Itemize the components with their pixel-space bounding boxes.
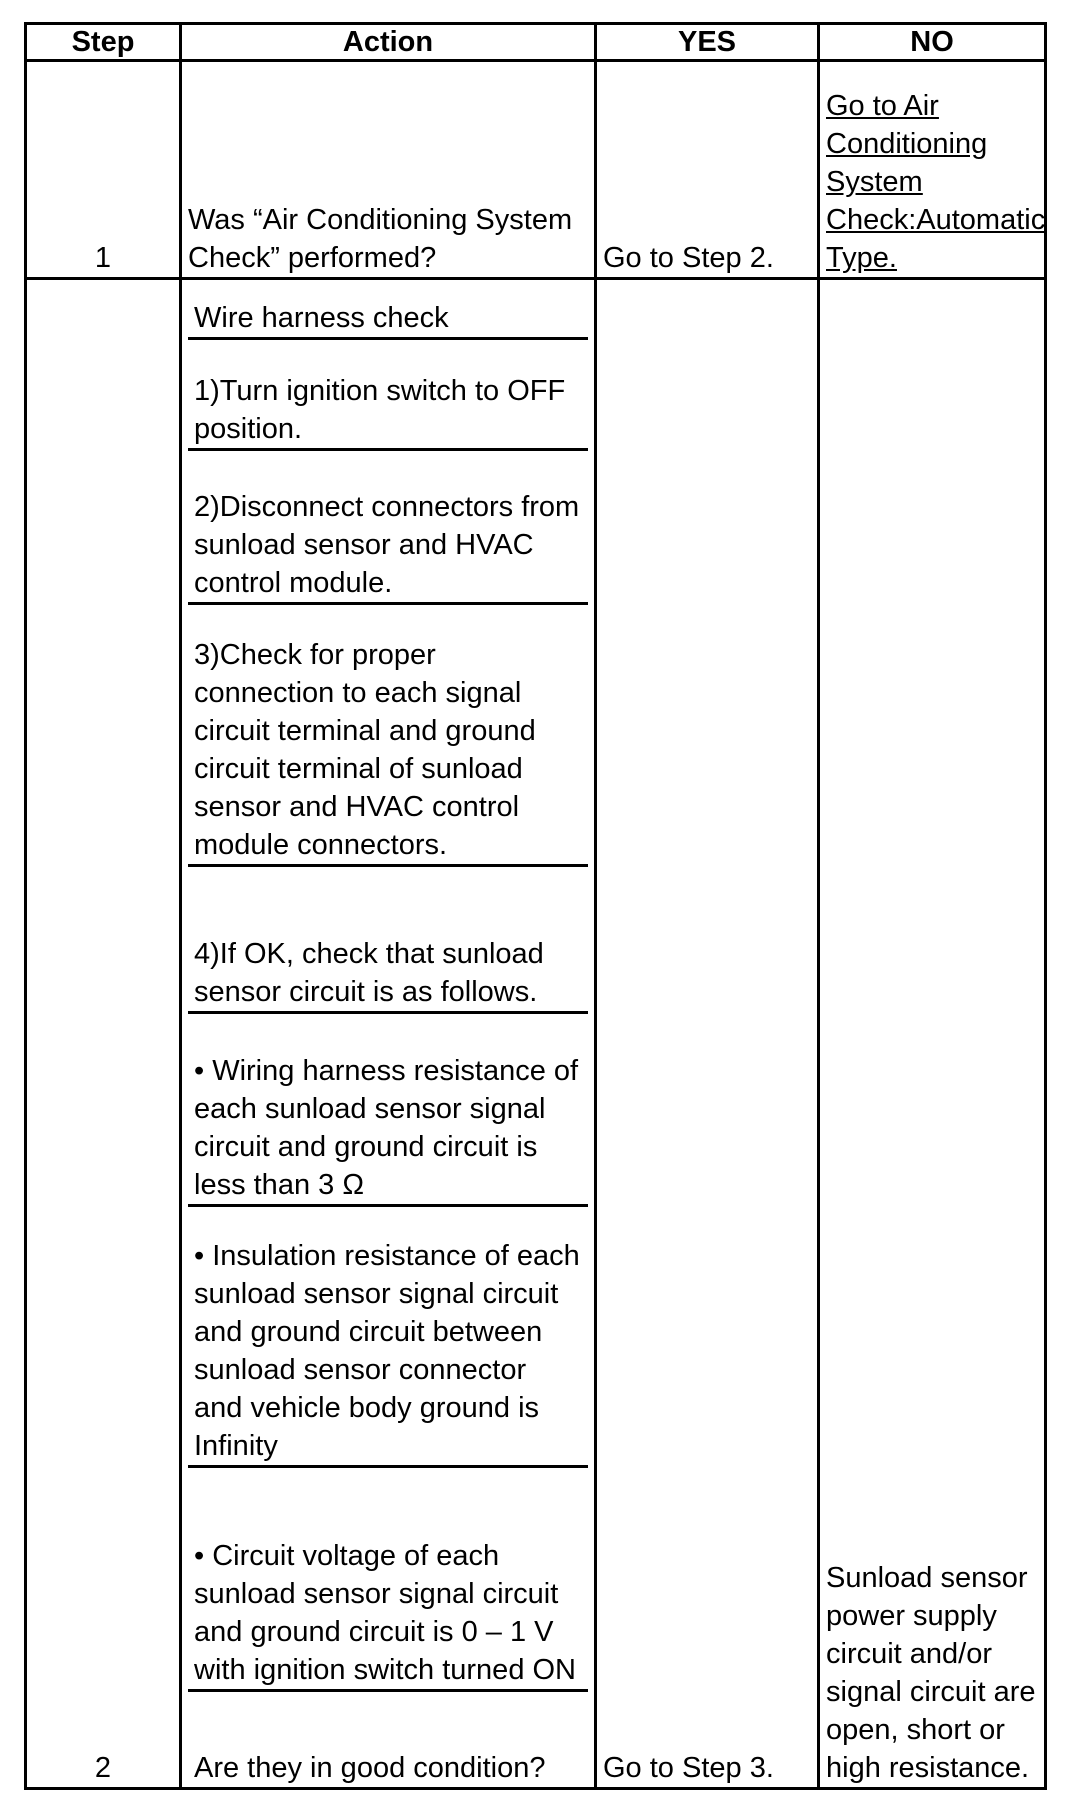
diagnostic-table xyxy=(24,22,1047,1790)
action-title: Wire harness check xyxy=(188,280,588,340)
no-cell: Sunload sensor power supply circuit and/or signal circuit are open, short or high resistance. xyxy=(819,279,1046,1789)
action-cell xyxy=(181,279,596,1789)
header-no: NO xyxy=(819,24,1046,61)
action-step-4: 4)If OK, check that sunload sensor circuit is as follows. xyxy=(188,867,588,1014)
header-action: Action xyxy=(181,24,596,61)
action-cell: Was “Air Conditioning System Check” performed? xyxy=(181,61,596,279)
table-row xyxy=(26,279,1046,1789)
action-criterion-resistance: • Wiring harness resistance of each sunload sensor signal circuit and ground circuit is less than 3 Ω xyxy=(188,1014,588,1207)
action-criterion-insulation: • Insulation resistance of each sunload sensor signal circuit and ground circuit between sunload sensor connector and vehicle body ground is Infinity xyxy=(188,1207,588,1468)
step-number: 1 xyxy=(26,61,181,279)
no-link-text[interactable]: Go to Air Conditioning System Check:Automatic Type. xyxy=(826,90,1046,274)
action-step-1: 1)Turn ignition switch to OFF position. xyxy=(188,340,588,451)
header-yes: YES xyxy=(596,24,819,61)
action-step-2: 2)Disconnect connectors from sunload sensor and HVAC control module. xyxy=(188,451,588,605)
action-question: Are they in good condition? xyxy=(194,1752,546,1784)
action-step-3: 3)Check for proper connection to each signal circuit terminal and ground circuit terminal of sunload sensor and HVAC control module connectors. xyxy=(188,605,588,867)
header-row xyxy=(26,24,1046,61)
step-number: 2 xyxy=(26,279,181,1789)
no-link[interactable] xyxy=(819,61,1046,279)
action-criterion-voltage: • Circuit voltage of each sunload sensor signal circuit and ground circuit is 0 – 1 V with ignition switch turned ON xyxy=(188,1468,588,1692)
table-row xyxy=(26,61,1046,279)
yes-cell: Go to Step 3. xyxy=(596,279,819,1789)
header-step: Step xyxy=(26,24,181,61)
yes-cell: Go to Step 2. xyxy=(596,61,819,279)
